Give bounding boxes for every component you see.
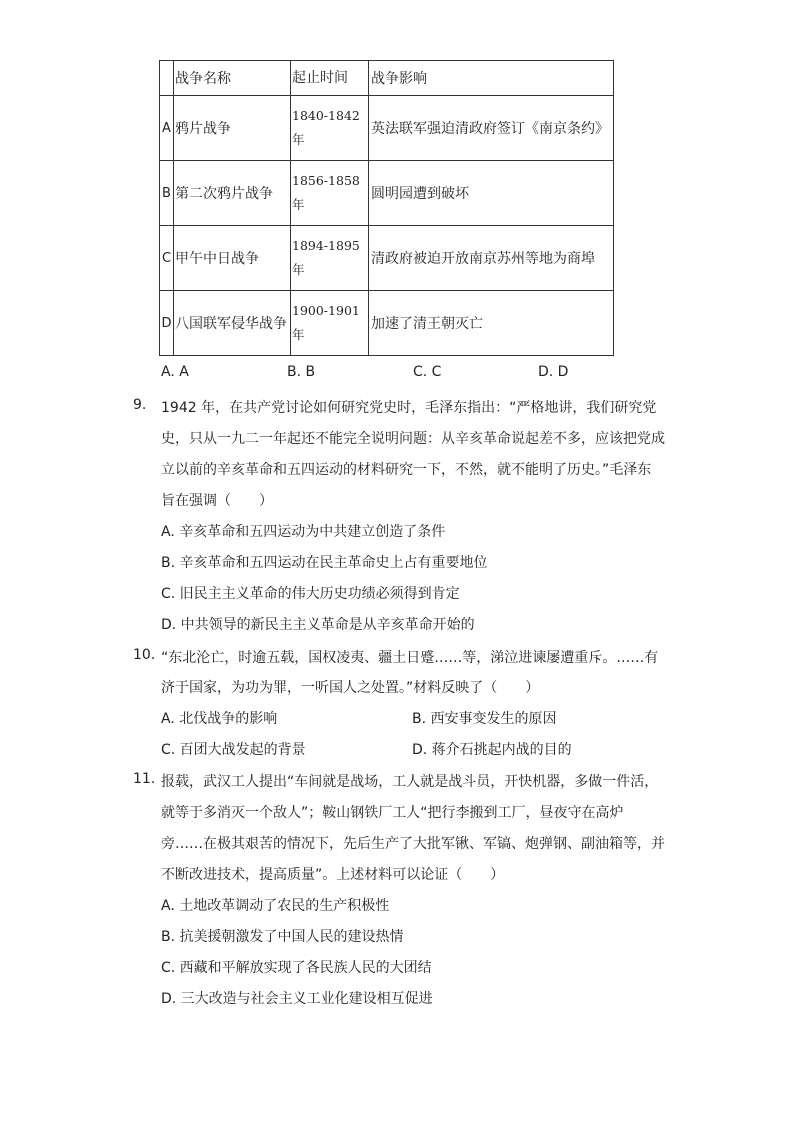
row-effect: 清政府被迫开放南京苏州等地为商埠 <box>369 226 614 291</box>
row-time-unit: 年 <box>292 327 305 342</box>
q8-option-d[interactable]: D. D <box>538 364 569 380</box>
question-text-line: 史，只从一九二一年起还不能完全说明问题：从辛亥革命说起差不多，应该把党成 <box>161 431 665 447</box>
q10-option-c[interactable]: C. 百团大战发起的背景 <box>161 742 306 758</box>
question-text-line: 旁……在极其艰苦的情况下，先后生产了大批军锹、军镐、炮弹钢、副油箱等，并 <box>161 836 665 852</box>
question-number: 11. <box>133 771 156 787</box>
question-text-line: 报载，武汉工人提出“车间就是战场，工人就是战斗员，开快机器，多做一件活， <box>161 774 659 790</box>
question-text-line: “东北沦亡，时逾五载，国权凌夷、疆土日蹙……等，涕泣进谏屡遭重斥。……有 <box>161 650 659 666</box>
row-effect: 英法联军强迫清政府签订《南京条约》 <box>369 96 614 161</box>
row-letter: B <box>160 161 174 226</box>
row-time-years: 1894-1895 <box>292 238 360 253</box>
header-letter-cell <box>160 61 174 96</box>
row-letter: C <box>160 226 174 291</box>
table-row <box>160 291 614 356</box>
header-effect-cell: 战争影响 <box>369 61 614 96</box>
q8-option-b[interactable]: B. B <box>287 364 316 380</box>
row-time <box>291 161 369 226</box>
row-war-name: 第二次鸦片战争 <box>174 161 291 226</box>
question-number: 9. <box>133 397 147 413</box>
row-time-years: 1856-1858 <box>292 173 360 188</box>
q10-option-d[interactable]: D. 蒋介石挑起内战的目的 <box>412 742 572 758</box>
question-number: 10. <box>133 647 156 663</box>
row-letter: A <box>160 96 174 161</box>
row-effect: 圆明园遭到破坏 <box>369 161 614 226</box>
row-time <box>291 291 369 356</box>
row-time-unit: 年 <box>292 197 305 212</box>
q9-option-d[interactable]: D. 中共领导的新民主主义革命是从辛亥革命开始的 <box>161 617 475 633</box>
q9-option-c[interactable]: C. 旧民主主义革命的伟大历史功绩必须得到肯定 <box>161 586 460 602</box>
table-header-row <box>160 61 614 96</box>
q8-option-c[interactable]: C. C <box>413 364 442 380</box>
row-war-name: 鸦片战争 <box>174 96 291 161</box>
header-name-cell: 战争名称 <box>174 61 291 96</box>
q10-option-a[interactable]: A. 北伐战争的影响 <box>161 711 278 727</box>
row-effect: 加速了清王朝灭亡 <box>369 291 614 356</box>
question-text-line: 济于国家，为功为罪，一听国人之处置。”材料反映了（ ） <box>161 680 540 696</box>
row-time-years: 1900-1901 <box>292 303 360 318</box>
q9-option-a[interactable]: A. 辛亥革命和五四运动为中共建立创造了条件 <box>161 524 446 540</box>
q11-option-d[interactable]: D. 三大改造与社会主义工业化建设相互促进 <box>161 991 433 1007</box>
table-row <box>160 96 614 161</box>
row-letter: D <box>160 291 174 356</box>
row-time-years: 1840-1842 <box>292 108 360 123</box>
row-war-name: 八国联军侵华战争 <box>174 291 291 356</box>
q11-option-a[interactable]: A. 土地改革调动了农民的生产积极性 <box>161 898 390 914</box>
q10-option-b[interactable]: B. 西安事变发生的原因 <box>412 711 557 727</box>
war-table <box>159 60 614 356</box>
table-row <box>160 226 614 291</box>
row-time <box>291 226 369 291</box>
q11-option-b[interactable]: B. 抗美援朝激发了中国人民的建设热情 <box>161 929 404 945</box>
question-text-line: 不断改进技术，提高质量”。上述材料可以论证（ ） <box>161 867 505 883</box>
question-text-line: 旨在强调（ ） <box>161 493 273 509</box>
question-text-line: 就等于多消灭一个敌人”；鞍山钢铁厂工人“把行李搬到工厂，昼夜守在高炉 <box>161 805 624 821</box>
row-war-name: 甲午中日战争 <box>174 226 291 291</box>
row-time-unit: 年 <box>292 132 305 147</box>
question-text-line: 立以前的辛亥革命和五四运动的材料研究一下，不然，就不能明了历史。”毛泽东 <box>161 462 652 478</box>
q8-options <box>161 364 581 386</box>
q8-option-a[interactable]: A. A <box>161 364 189 380</box>
row-time-unit: 年 <box>292 262 305 277</box>
row-time <box>291 96 369 161</box>
header-time-cell: 起止时间 <box>291 61 369 96</box>
table-row <box>160 161 614 226</box>
question-text-line: 1942 年，在共产党讨论如何研究党史时，毛泽东指出：“严格地讲，我们研究党 <box>161 400 657 416</box>
q9-option-b[interactable]: B. 辛亥革命和五四运动在民主革命史上占有重要地位 <box>161 555 488 571</box>
q11-option-c[interactable]: C. 西藏和平解放实现了各民族人民的大团结 <box>161 960 432 976</box>
